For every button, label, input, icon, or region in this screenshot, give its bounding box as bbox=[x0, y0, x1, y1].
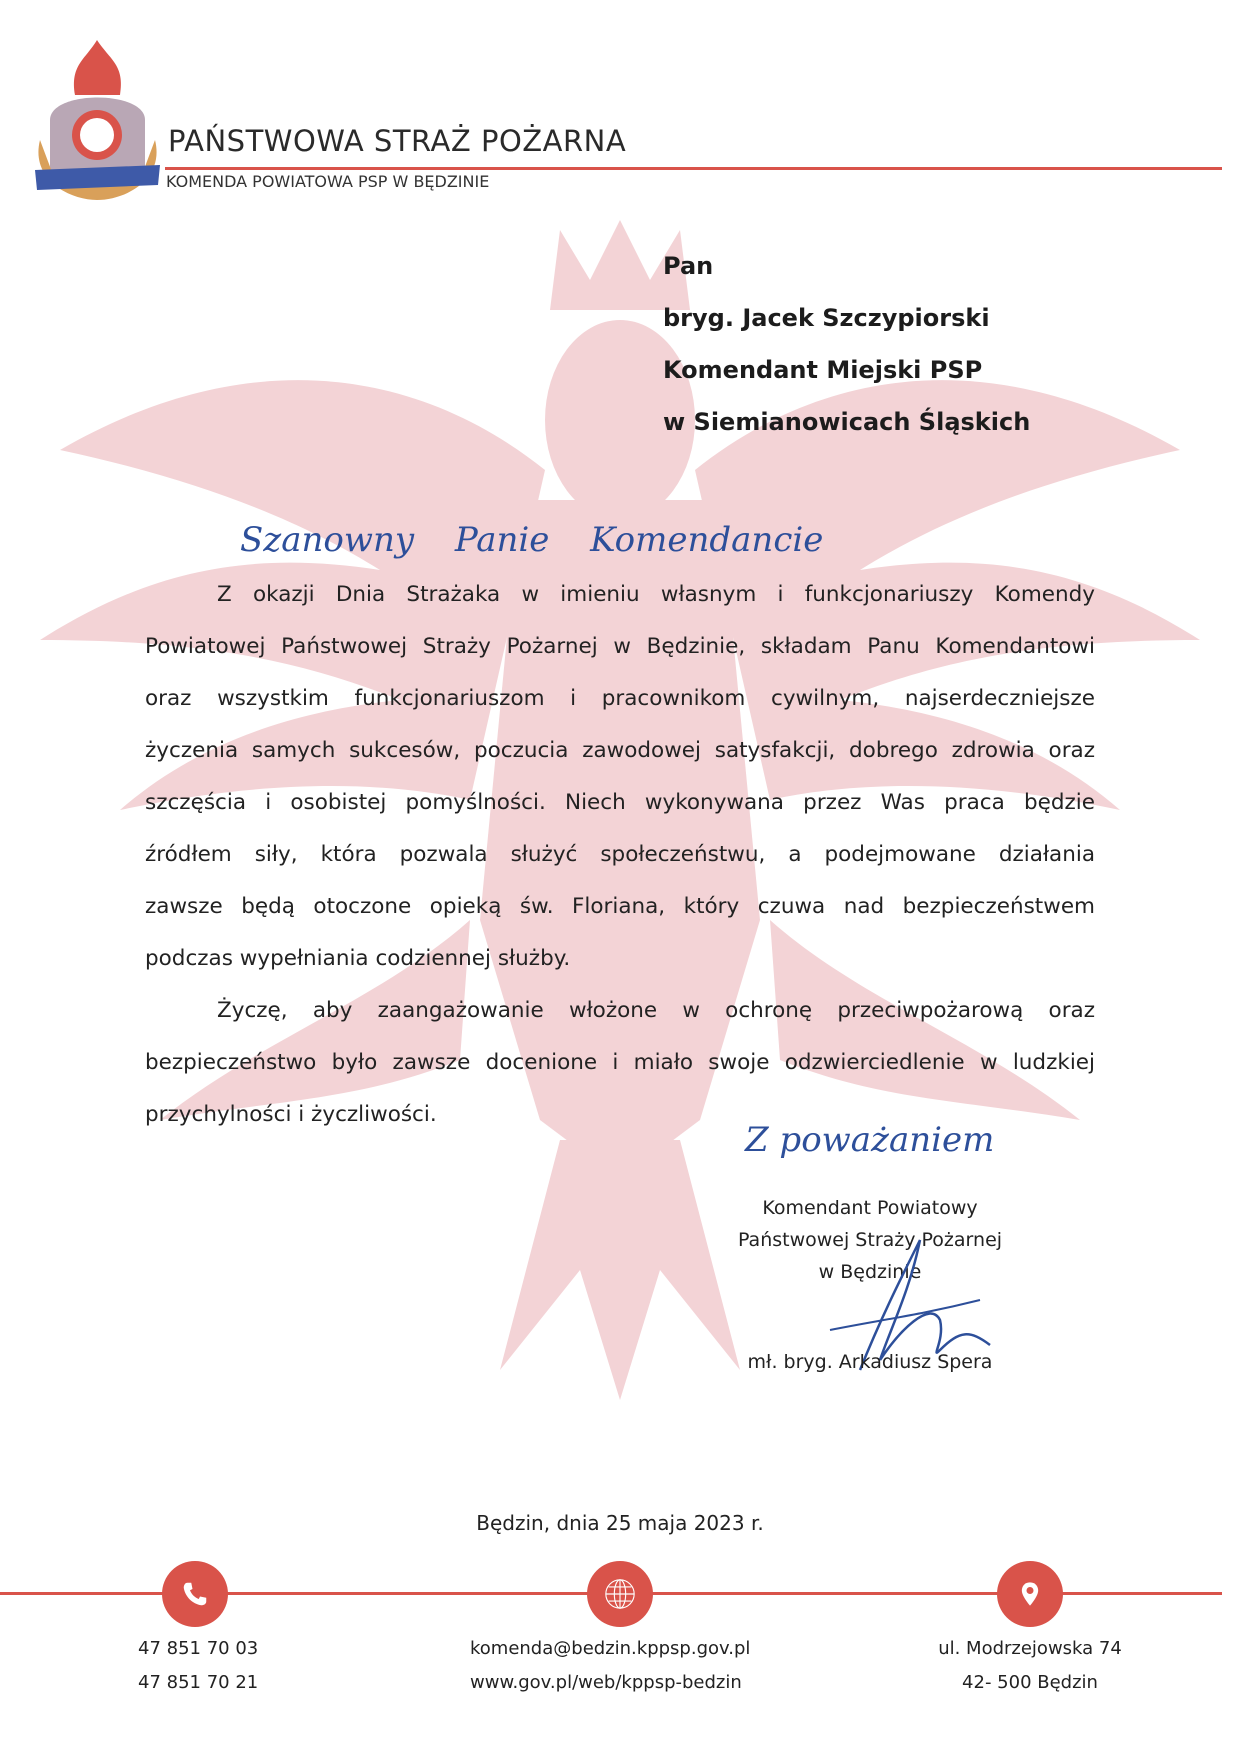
phone-number: 47 851 70 03 bbox=[138, 1638, 259, 1659]
body-line: Życzę, aby zaangażowanie włożone w ochronę przeciwpożarową oraz bbox=[217, 998, 1095, 1023]
signatory-title: Komendant Powiatowy bbox=[762, 1197, 978, 1219]
header-divider bbox=[165, 167, 1222, 170]
email-link[interactable]: komenda@bedzin.kppsp.gov.pl bbox=[470, 1638, 751, 1659]
footer-phones bbox=[138, 1632, 258, 1700]
body-line: Z okazji Dnia Strażaka w imieniu własnym i funkcjonariuszy Komendy bbox=[217, 582, 1095, 607]
location-pin-icon bbox=[997, 1561, 1063, 1627]
body-line: szczęścia i osobistej pomyślności. Niech wykonywana przez Was praca będzie bbox=[145, 790, 1095, 815]
footer-address bbox=[930, 1632, 1130, 1700]
recipient-line: Komendant Miejski PSP bbox=[663, 356, 983, 384]
body-line: Powiatowej Państwowej Straży Pożarnej w Będzinie, składam Panu Komendantowi bbox=[145, 634, 1095, 659]
body-line: przychylności i życzliwości. bbox=[145, 1102, 437, 1127]
phone-number: 47 851 70 21 bbox=[138, 1672, 259, 1693]
website-link[interactable]: www.gov.pl/web/kppsp-bedzin bbox=[470, 1672, 742, 1693]
organization-title: PAŃSTWOWA STRAŻ POŻARNA bbox=[168, 124, 627, 158]
globe-icon bbox=[587, 1561, 653, 1627]
letter-body bbox=[145, 569, 1095, 1141]
psp-logo bbox=[30, 40, 165, 205]
address-street: ul. Modrzejowska 74 bbox=[938, 1638, 1122, 1659]
footer-web bbox=[470, 1632, 750, 1700]
body-line: oraz wszystkim funkcjonariuszom i pracownikom cywilnym, najserdeczniejsze bbox=[145, 686, 1095, 711]
recipient-line: bryg. Jacek Szczypiorski bbox=[663, 304, 990, 332]
body-line: zawsze będą otoczone opieką św. Floriana, który czuwa nad bezpieczeństwem bbox=[145, 894, 1095, 919]
recipient-line: w Siemianowicach Śląskich bbox=[663, 408, 1031, 436]
phone-icon bbox=[162, 1561, 228, 1627]
handwritten-closing: Z poważaniem bbox=[745, 1120, 995, 1160]
organization-subtitle: KOMENDA POWIATOWA PSP W BĘDZINIE bbox=[166, 172, 490, 191]
signatory-title: Państwowej Straży Pożarnej bbox=[737, 1229, 1003, 1251]
handwritten-salutation: Szanowny Panie Komendancie bbox=[240, 520, 824, 560]
recipient-line: Pan bbox=[663, 252, 714, 280]
letter-date: Będzin, dnia 25 maja 2023 r. bbox=[476, 1511, 764, 1535]
body-line: podczas wypełniania codziennej służby. bbox=[145, 946, 571, 971]
address-city: 42- 500 Będzin bbox=[962, 1672, 1098, 1693]
signatory-name: mł. bryg. Arkadiusz Spera bbox=[747, 1351, 993, 1373]
body-line: życzenia samych sukcesów, poczucia zawodowej satysfakcji, dobrego zdrowia oraz bbox=[145, 738, 1095, 763]
signatory-title: w Będzinie bbox=[818, 1261, 922, 1283]
body-line: źródłem siły, która pozwala służyć społeczeństwu, a podejmowane działania bbox=[145, 842, 1095, 867]
body-line: bezpieczeństwo było zawsze docenione i miało swoje odzwierciedlenie w ludzkiej bbox=[145, 1050, 1095, 1075]
